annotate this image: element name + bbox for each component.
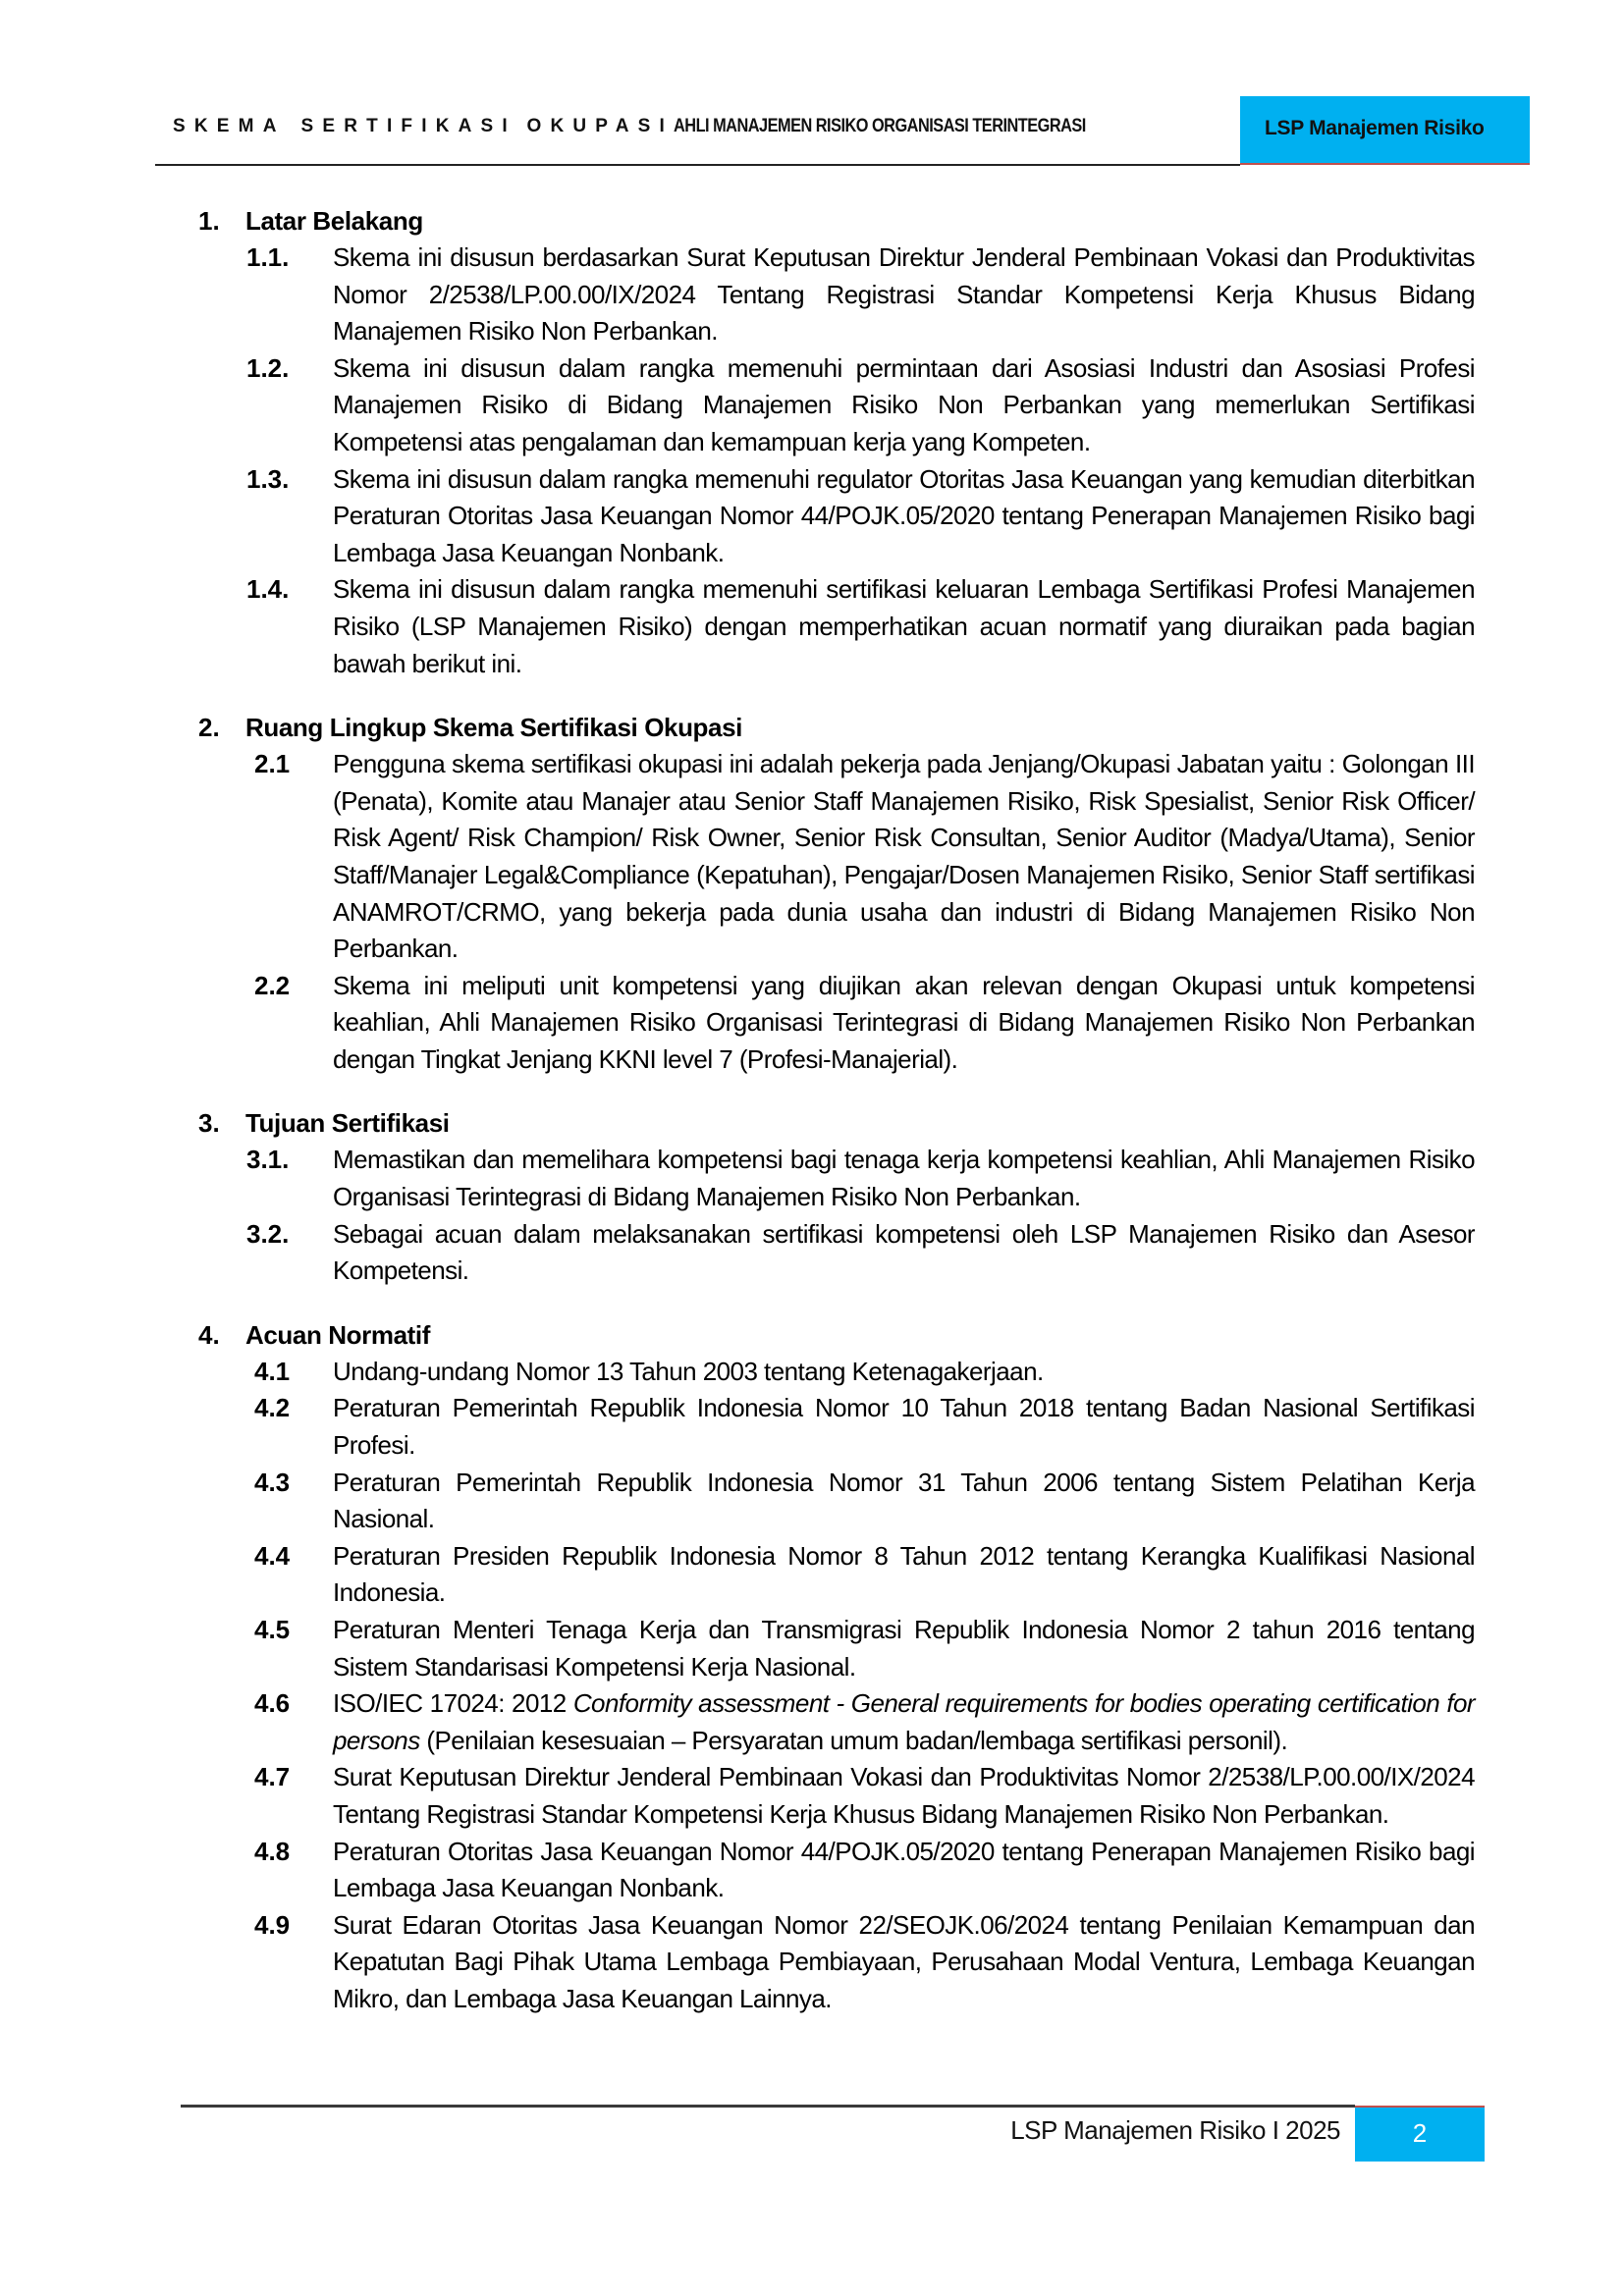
- list-item: [0, 461, 1475, 572]
- item-number: 1.2.: [246, 352, 290, 383]
- section-number: 3.: [198, 1108, 220, 1139]
- page-number: 2: [1412, 2118, 1428, 2148]
- item-text: Peraturan Menteri Tenaga Kerja dan Transmigrasi Republik Indonesia Nomor 2 tahun 2016 tentang Sistem Standarisasi Kompetensi Kerja Nasional.: [333, 1615, 1475, 1682]
- section-heading: [0, 1104, 1624, 1142]
- section-acuan-normatif: [0, 1316, 1624, 2018]
- item-number: 4.3: [254, 1467, 291, 1497]
- item-number: 4.9: [254, 1909, 291, 1940]
- list-item: [0, 1759, 1475, 1833]
- section-number: 4.: [198, 1319, 220, 1350]
- section-title: Tujuan Sertifikasi: [245, 1108, 450, 1139]
- section-title: Latar Belakang: [245, 206, 423, 236]
- section-heading: [0, 202, 1624, 240]
- item-text: Peraturan Pemerintah Republik Indonesia Nomor 10 Tahun 2018 tentang Badan Nasional Sertifikasi Profesi.: [333, 1393, 1475, 1461]
- section-tujuan-sertifikasi: [0, 1104, 1624, 1289]
- page-number-badge: [1355, 2106, 1485, 2162]
- item-text: Undang-undang Nomor 13 Tahun 2003 tentang Ketenagakerjaan.: [333, 1356, 1044, 1386]
- item-text: Sebagai acuan dalam melaksanakan sertifikasi kompetensi oleh LSP Manajemen Risiko dan Asesor Kompetensi.: [333, 1218, 1475, 1286]
- item-text: Pengguna skema sertifikasi okupasi ini adalah pekerja pada Jenjang/Okupasi Jabatan yaitu : Golongan III (Penata), Komite atau Manajer atau Senior Staff Manajemen Risiko, Risk Spesialist, Senior Risk Officer/ Risk Agent/ Risk Champion/ Risk Owner, Senior Risk Consultan, Senior Auditor (Madya/Utama), Senior Staff/Manajer Legal&Compliance (Kepatuhan), Pengajar/Dosen Manajemen Risiko, Senior Staff sertifikasi ANAMROT/CRMO, yang bekerja pada dunia usaha dan industri di Bidang Manajemen Risiko Non Perbankan.: [333, 749, 1475, 964]
- section-ruang-lingkup: [0, 709, 1624, 1078]
- item-text: Skema ini disusun dalam rangka memenuhi regulator Otoritas Jasa Keuangan yang kemudian diterbitkan Peraturan Otoritas Jasa Keuangan Nomor 44/POJK.05/2020 tentang Penerapan Manajemen Risiko bagi Lembaga Jasa Keuangan Nonbank.: [333, 463, 1475, 567]
- list-item: [0, 746, 1475, 968]
- item-text: Skema ini meliputi unit kompetensi yang diujikan akan relevan dengan Okupasi untuk kompetensi keahlian, Ahli Manajemen Risiko Organisasi Terintegrasi di Bidang Manajemen Risiko Non Perbankan dengan Tingkat Jenjang KKNI level 7 (Profesi-Manajerial).: [333, 970, 1475, 1074]
- list-item: [0, 240, 1475, 350]
- list-item: [0, 1685, 1475, 1759]
- section-number: 2.: [198, 713, 220, 743]
- section-title: Acuan Normatif: [245, 1319, 430, 1350]
- item-number: 4.2: [254, 1393, 291, 1423]
- section-latar-belakang: [0, 202, 1624, 682]
- item-number: 4.6: [254, 1688, 291, 1719]
- item-number: 2.2: [254, 970, 291, 1000]
- item-text: Peraturan Presiden Republik Indonesia Nomor 8 Tahun 2012 tentang Kerangka Kualifikasi Nasional Indonesia.: [333, 1540, 1475, 1608]
- item-text: Surat Edaran Otoritas Jasa Keuangan Nomor 22/SEOJK.06/2024 tentang Penilaian Kemampuan dan Kepatutan Bagi Pihak Utama Lembaga Pembiayaan, Perusahaan Modal Ventura, Lembaga Keuangan Mikro, dan Lembaga Jasa Keuangan Lainnya.: [333, 1909, 1475, 2013]
- list-item: [0, 1612, 1475, 1685]
- item-text-suffix: (Penilaian kesesuaian – Persyaratan umum badan/lembaga sertifikasi personil).: [419, 1725, 1288, 1755]
- list-item: [0, 1538, 1475, 1612]
- item-text: Surat Keputusan Direktur Jenderal Pembinaan Vokasi dan Produktivitas Nomor 2/2538/LP.00.00/IX/2024 Tentang Registrasi Standar Kompetensi Kerja Khusus Bidang Manajemen Risiko Non Perbankan.: [333, 1762, 1475, 1829]
- footer-text: LSP Manajemen Risiko I 2025: [1010, 2115, 1340, 2145]
- section-number: 1.: [198, 206, 220, 236]
- list-item: [0, 1142, 1475, 1215]
- item-number: 4.4: [254, 1540, 291, 1571]
- item-text: Memastikan dan memelihara kompetensi bagi tenaga kerja kompetensi keahlian, Ahli Manajemen Risiko Organisasi Terintegrasi di Bidang Manajemen Risiko Non Perbankan.: [333, 1145, 1475, 1212]
- item-text: Peraturan Pemerintah Republik Indonesia Nomor 31 Tahun 2006 tentang Sistem Pelatihan Kerja Nasional.: [333, 1467, 1475, 1534]
- item-text: Peraturan Otoritas Jasa Keuangan Nomor 44/POJK.05/2020 tentang Penerapan Manajemen Risiko bagi Lembaga Jasa Keuangan Nonbank.: [333, 1836, 1475, 1903]
- section-title: Ruang Lingkup Skema Sertifikasi Okupasi: [245, 713, 742, 743]
- header-occupation-title: AHLI MANAJEMEN RISIKO ORGANISASI TERINTEGRASI: [674, 116, 1086, 136]
- item-text-prefix: ISO/IEC 17024: 2012: [333, 1688, 573, 1719]
- item-number: 1.3.: [246, 463, 290, 494]
- header-org-badge: [1240, 96, 1530, 165]
- item-text: Skema ini disusun berdasarkan Surat Keputusan Direktur Jenderal Pembinaan Vokasi dan Produktivitas Nomor 2/2538/LP.00.00/IX/2024 Tentang Registrasi Standar Kompetensi Kerja Khusus Bidang Manajemen Risiko Non Perbankan.: [333, 242, 1475, 347]
- header-word-skema: SKEMA: [173, 116, 286, 136]
- item-number: 1.4.: [246, 574, 290, 605]
- item-number: 4.1: [254, 1356, 291, 1386]
- item-number: 4.7: [254, 1762, 291, 1792]
- list-item: [0, 350, 1475, 461]
- running-header-title: [173, 116, 1153, 137]
- header-word-okupasi: OKUPASI: [526, 116, 675, 136]
- section-heading: [0, 1316, 1624, 1354]
- list-item: [0, 1216, 1475, 1290]
- header-word-sertifikasi: SERTIFIKASI: [300, 116, 516, 136]
- list-item: [0, 1354, 1475, 1391]
- item-number: 1.1.: [246, 242, 290, 272]
- list-item: [0, 571, 1475, 682]
- item-text: Skema ini disusun dalam rangka memenuhi permintaan dari Asosiasi Industri dan Asosiasi Profesi Manajemen Risiko di Bidang Manajemen Risiko Non Perbankan yang memerlukan Sertifikasi Kompetensi atas pengalaman dan kemampuan kerja yang Kompeten.: [333, 352, 1475, 456]
- section-heading: [0, 709, 1624, 746]
- list-item: [0, 968, 1475, 1079]
- list-item: [0, 1465, 1475, 1538]
- item-text: Skema ini disusun dalam rangka memenuhi sertifikasi keluaran Lembaga Sertifikasi Profesi Manajemen Risiko (LSP Manajemen Risiko) dengan memperhatikan acuan normatif yang diuraikan pada bagian bawah berikut ini.: [333, 574, 1475, 678]
- header-org-badge-label: LSP Manajemen Risiko: [1265, 117, 1485, 139]
- list-item: [0, 1834, 1475, 1907]
- item-number: 3.2.: [246, 1218, 290, 1249]
- item-number: 2.1: [254, 749, 291, 779]
- footer-divider: [181, 2105, 1355, 2108]
- item-text: [333, 1685, 1475, 1759]
- list-item: [0, 1907, 1475, 2018]
- document-body: [0, 202, 1624, 2045]
- item-text-italic-title: Conformity assessment - General requirements for bodies operating certification for persons: [333, 1688, 1476, 1755]
- header-divider: [155, 164, 1240, 166]
- item-number: 4.5: [254, 1615, 291, 1644]
- item-number: 3.1.: [246, 1145, 290, 1175]
- list-item: [0, 1390, 1475, 1464]
- item-number: 4.8: [254, 1836, 291, 1866]
